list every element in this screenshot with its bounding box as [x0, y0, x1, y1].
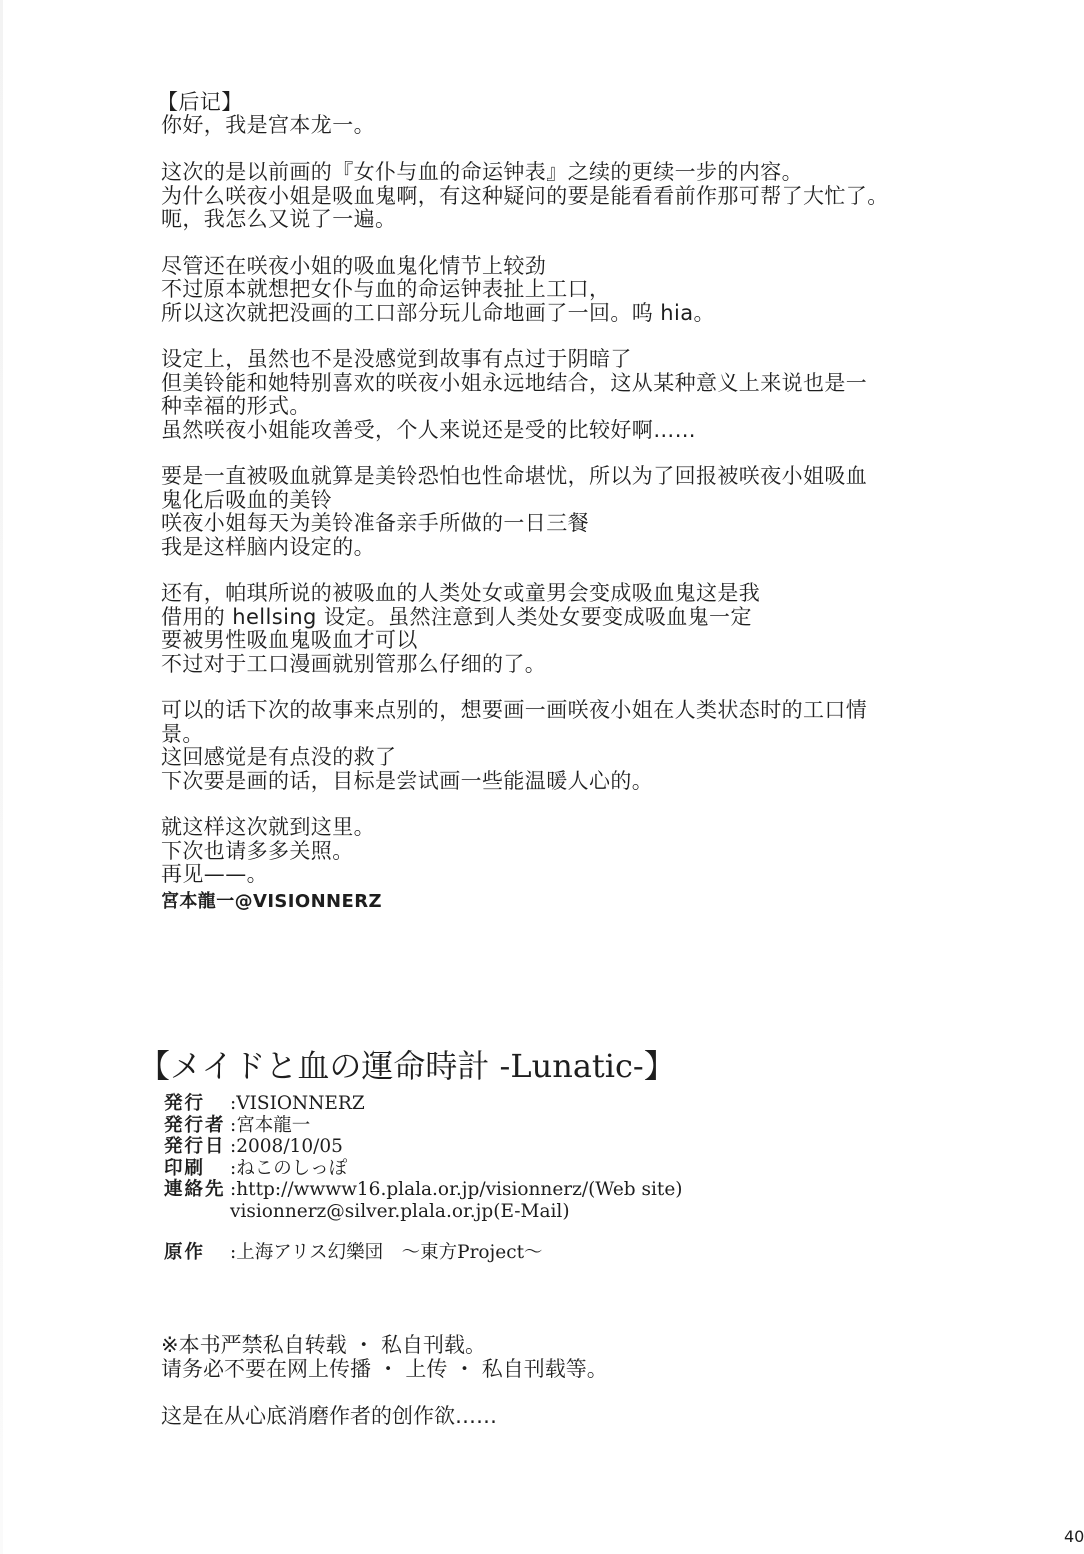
- afterword-paragraph: [161, 582, 961, 676]
- afterword-line: 下次要是画的话，目标是尝试画一些能温暖人心的。: [161, 768, 654, 793]
- afterword-line: 要是一直被吸血就算是美铃恐怕也性命堪忧，所以为了回报被咲夜小姐吸血: [161, 464, 868, 489]
- info-label: [164, 1201, 230, 1223]
- afterword-line: 我是这样脑内设定的。: [161, 534, 375, 559]
- info-value: visionnerz@silver.plala.or.jp(E-Mail): [230, 1200, 570, 1222]
- afterword-section: [157, 90, 961, 913]
- afterword-paragraph: [161, 255, 961, 325]
- info-row: [164, 1158, 683, 1180]
- afterword-paragraph: [161, 161, 961, 231]
- info-value: :http://wwww16.plala.or.jp/visionnerz/(Web site): [230, 1179, 683, 1201]
- afterword-heading: 【后记】: [157, 90, 243, 114]
- afterword-line: 景。: [161, 721, 204, 746]
- afterword-line: 就这样这次就到这里。: [161, 815, 375, 840]
- info-label: 発行者: [164, 1114, 226, 1136]
- info-label: 原作: [164, 1241, 206, 1263]
- info-value: :上海アリス幻樂団 ～東方Project～: [230, 1241, 543, 1263]
- afterword-line: 不过对于工口漫画就别管那么仔细的了。: [161, 651, 547, 676]
- info-label: 発行日: [164, 1136, 226, 1158]
- notice-line: ※本书严禁私自转载 ・ 私自刊载。: [161, 1333, 486, 1357]
- afterword-paragraph: [161, 465, 961, 559]
- colophon: [138, 1045, 683, 1263]
- info-label: 印刷: [164, 1157, 206, 1179]
- info-label: 発行: [164, 1093, 206, 1114]
- afterword-line: 这回感觉是有点没的救了: [161, 745, 397, 770]
- info-value: :2008/10/05: [230, 1136, 343, 1158]
- afterword-line: 还有，帕琪所说的被吸血的人类处女或童男会变成吸血鬼这是我: [161, 581, 761, 606]
- info-row: [164, 1242, 683, 1264]
- info-row: [164, 1179, 683, 1201]
- afterword-line: 但美铃能和她特别喜欢的咲夜小姐永远地结合，这从某种意义上来说也是一: [161, 370, 868, 395]
- info-row: [164, 1201, 683, 1223]
- afterword-line: 不过原本就想把女仆与血的命运钟表扯上工口，: [161, 277, 611, 302]
- page-edge-shadow: [0, 0, 3, 1554]
- afterword-line: 咲夜小姐每天为美铃准备亲手所做的一日三餐: [161, 511, 589, 536]
- info-row: [164, 1115, 683, 1137]
- notice-line: 请务必不要在网上传播 ・ 上传 ・ 私自刊载等。: [161, 1357, 608, 1381]
- info-value: :VISIONNERZ: [230, 1093, 365, 1114]
- afterword-line: 要被男性吸血鬼吸血才可以: [161, 628, 418, 653]
- book-title: 【メイドと血の運命時計 -Lunatic-】: [138, 1047, 676, 1085]
- afterword-line: 下次也请多多关照。: [161, 838, 354, 863]
- copyright-notice: [161, 1333, 608, 1428]
- page-number: 40: [1064, 1527, 1084, 1546]
- afterword-line: 再见——。: [161, 862, 268, 887]
- afterword-line: 虽然咲夜小姐能攻善受，个人来说还是受的比较好啊……: [161, 417, 696, 442]
- notice-closing: 这是在从心底消磨作者的创作欲……: [161, 1404, 497, 1428]
- afterword-line: 种幸福的形式。: [161, 394, 311, 419]
- afterword-line: 为什么咲夜小姐是吸血鬼啊，有这种疑问的要是能看看前作那可帮了大忙了。: [161, 183, 889, 208]
- afterword-line: 你好，我是宫本龙一。: [161, 113, 375, 138]
- afterword-line: 借用的 hellsing 设定。虽然注意到人类处女要变成吸血鬼一定: [161, 604, 752, 629]
- publication-info: [164, 1093, 683, 1263]
- afterword-line: 设定上，虽然也不是没感觉到故事有点过于阴暗了: [161, 347, 632, 372]
- afterword-paragraph: [161, 816, 961, 886]
- afterword-line: 呃，我怎么又说了一遍。: [161, 207, 397, 232]
- info-row: [164, 1136, 683, 1158]
- info-label: 連絡先: [164, 1179, 226, 1201]
- afterword-line: 鬼化后吸血的美铃: [161, 487, 333, 512]
- afterword-paragraph: [161, 114, 961, 137]
- info-value: :宮本龍一: [230, 1114, 311, 1136]
- afterword-signature: 宮本龍一@VISIONNERZ: [161, 890, 382, 912]
- afterword-line: 这次的是以前画的『女仆与血的命运钟表』之续的更续一步的内容。: [161, 160, 803, 185]
- afterword-paragraph: [161, 348, 961, 442]
- afterword-line: 所以这次就把没画的工口部分玩儿命地画了一回。呜 hia。: [161, 300, 715, 325]
- info-value: :ねこのしっぽ: [230, 1157, 348, 1179]
- afterword-line: 可以的话下次的故事来点别的，想要画一画咲夜小姐在人类状态时的工口情: [161, 698, 868, 723]
- info-row: [164, 1093, 683, 1115]
- afterword-paragraph: [161, 699, 961, 793]
- afterword-line: 尽管还在咲夜小姐的吸血鬼化情节上较劲: [161, 253, 547, 278]
